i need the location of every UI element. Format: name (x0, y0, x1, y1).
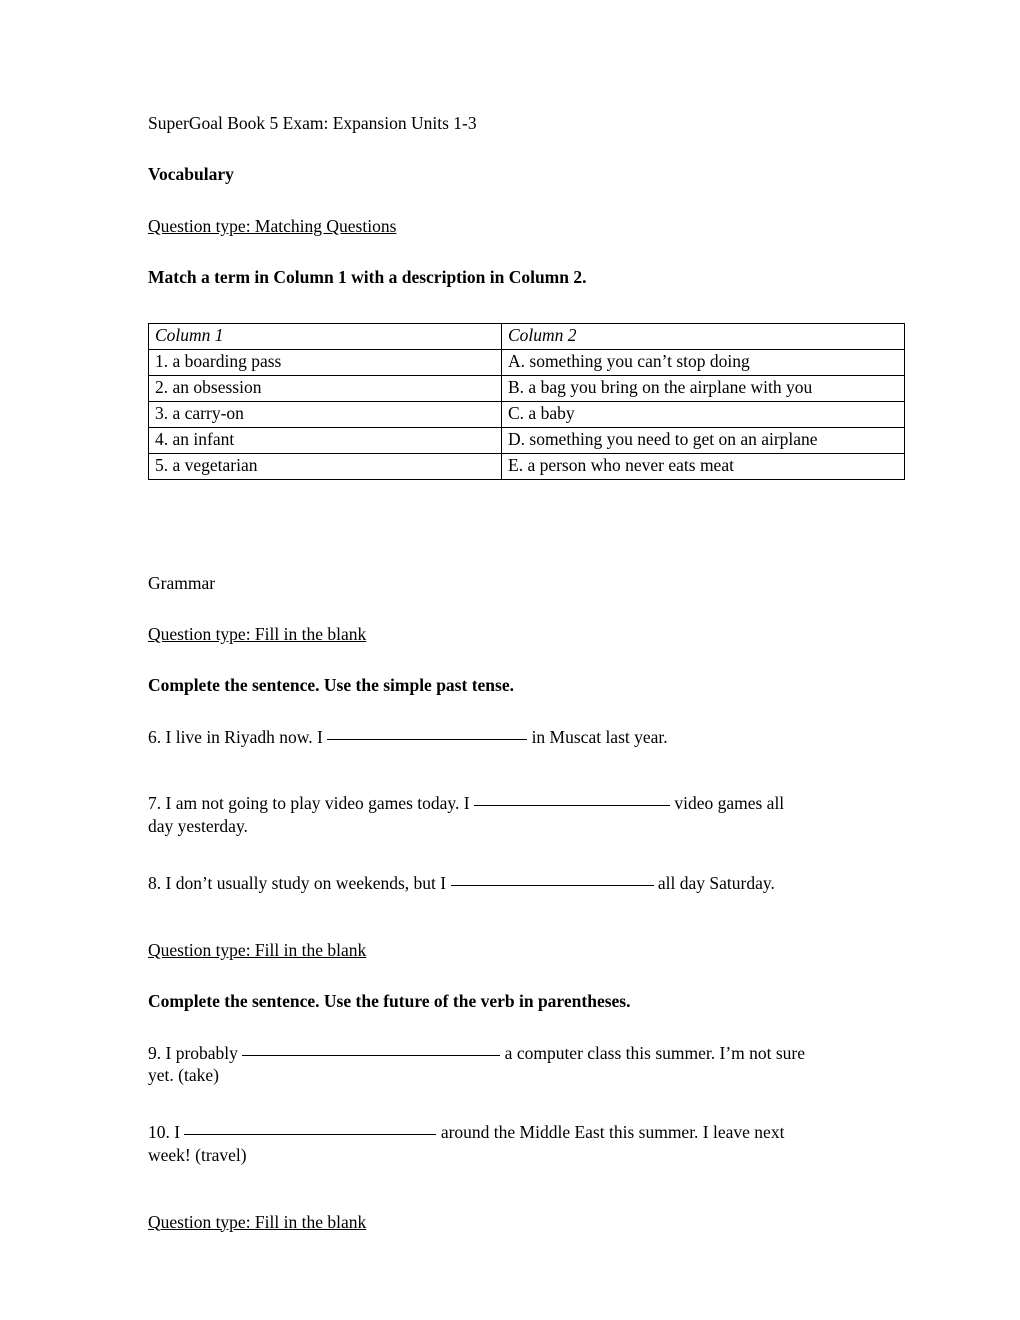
question-8-text-after: all day Saturday. (653, 872, 775, 893)
spacer (148, 237, 880, 266)
column-2-header: Column 2 (502, 323, 905, 349)
spacer (148, 594, 880, 623)
spacer (148, 134, 880, 163)
spacer (148, 289, 880, 323)
question-6-blank[interactable] (327, 739, 527, 740)
spacer (148, 1013, 880, 1042)
table-cell-term: 5. a vegetarian (149, 453, 502, 479)
spacer (148, 838, 880, 872)
question-7-line-2: day yesterday. (148, 816, 248, 837)
question-7-blank[interactable] (474, 805, 670, 806)
question-9 (148, 1042, 880, 1088)
question-6-text-after: in Muscat last year. (527, 726, 668, 747)
spacer (148, 895, 880, 939)
grammar-question-type-2: Question type: Fill in the blank (148, 939, 367, 960)
table-row (149, 427, 905, 453)
grammar-heading: Grammar (148, 572, 216, 593)
question-7 (148, 792, 880, 838)
matching-table (148, 323, 905, 480)
document-content (148, 112, 880, 1233)
question-7-text-after: video games all (669, 793, 785, 814)
table-cell-term: 2. an obsession (149, 375, 502, 401)
spacer (148, 961, 880, 990)
vocabulary-instruction: Match a term in Column 1 with a description in Column 2. (148, 267, 587, 288)
question-10-text-after: around the Middle East this summer. I leave next (436, 1122, 785, 1143)
spacer (148, 480, 880, 542)
question-8-blank[interactable] (451, 885, 654, 886)
spacer (148, 1167, 880, 1211)
grammar-question-type-3: Question type: Fill in the blank (148, 1211, 367, 1232)
question-7-text-before: 7. I am not going to play video games today. I (148, 793, 474, 814)
spacer (148, 542, 880, 572)
question-10 (148, 1121, 880, 1167)
question-8-text-before: 8. I don’t usually study on weekends, but I (148, 872, 451, 893)
table-cell-description: B. a bag you bring on the airplane with you (502, 375, 905, 401)
table-row (149, 375, 905, 401)
question-6 (148, 726, 880, 749)
grammar-question-type-1: Question type: Fill in the blank (148, 623, 367, 644)
spacer (148, 645, 880, 674)
table-cell-term: 4. an infant (149, 427, 502, 453)
question-9-blank[interactable] (242, 1055, 500, 1056)
question-8 (148, 872, 880, 895)
table-cell-description: D. something you need to get on an airplane (502, 427, 905, 453)
question-10-text-before: 10. I (148, 1122, 185, 1143)
question-9-text-before: 9. I probably (148, 1042, 243, 1063)
question-9-line-2: yet. (take) (148, 1065, 219, 1086)
column-1-header: Column 1 (149, 323, 502, 349)
table-cell-term: 3. a carry-on (149, 401, 502, 427)
spacer (148, 748, 880, 792)
question-6-text-before: 6. I live in Riyadh now. I (148, 726, 328, 747)
grammar-instruction-2: Complete the sentence. Use the future of the verb in parentheses. (148, 991, 631, 1012)
document-title: SuperGoal Book 5 Exam: Expansion Units 1-3 (148, 113, 477, 133)
table-cell-description: E. a person who never eats meat (502, 453, 905, 479)
table-cell-description: C. a baby (502, 401, 905, 427)
table-row (149, 453, 905, 479)
vocabulary-question-type: Question type: Matching Questions (148, 215, 397, 236)
spacer (148, 186, 880, 215)
question-10-line-2: week! (travel) (148, 1144, 247, 1165)
spacer (148, 697, 880, 726)
table-cell-description: A. something you can’t stop doing (502, 349, 905, 375)
question-9-text-after: a computer class this summer. I’m not sure (500, 1042, 806, 1063)
table-header-row (149, 323, 905, 349)
vocabulary-heading: Vocabulary (148, 164, 234, 185)
table-cell-term: 1. a boarding pass (149, 349, 502, 375)
spacer (148, 1087, 880, 1121)
table-row (149, 349, 905, 375)
table-row (149, 401, 905, 427)
grammar-instruction-1: Complete the sentence. Use the simple past tense. (148, 675, 514, 696)
question-10-blank[interactable] (184, 1134, 436, 1135)
